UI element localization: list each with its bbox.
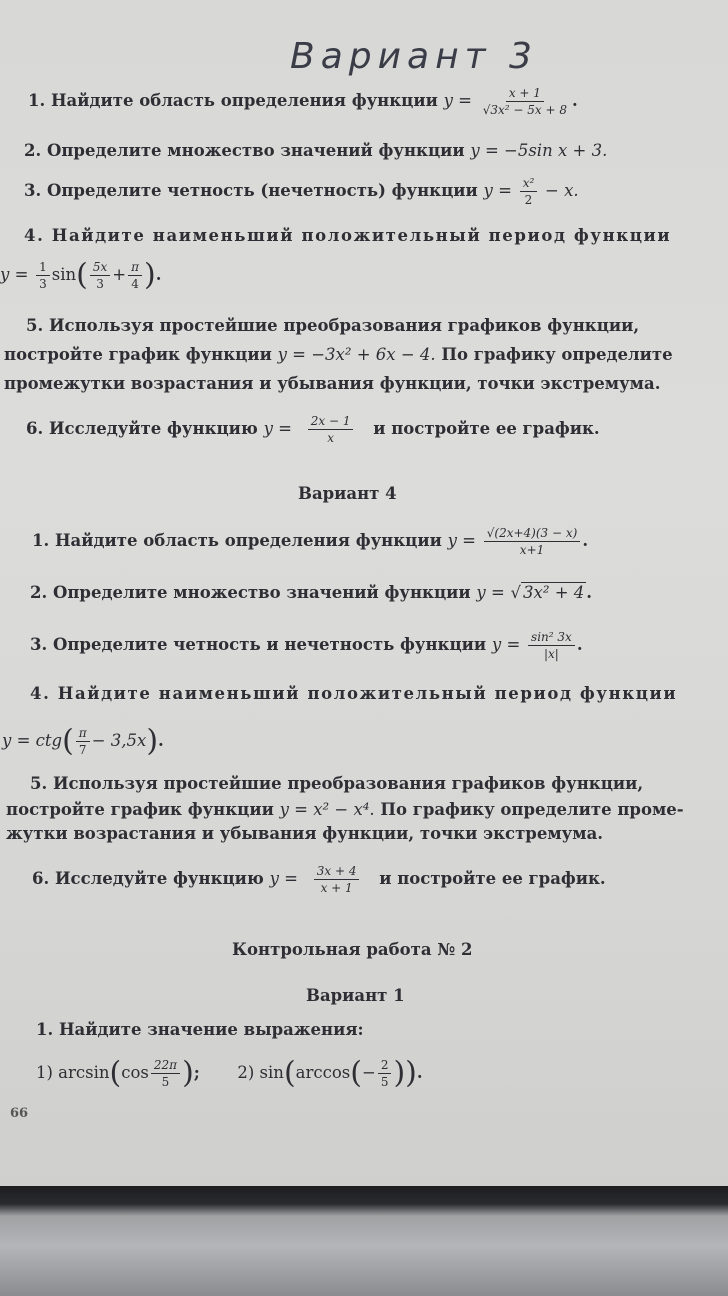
test-2-question-1: 1. Найдите значение выражения: (36, 1020, 364, 1039)
v3-question-5-line3: промежутки возрастания и убывания функции, точки экстремума. (4, 374, 661, 393)
v4-question-5-line2: постройте график функции y = x² − x⁴. По графику определите проме- (6, 800, 684, 819)
test-2-expressions: 1) arcsin(cos $\frac{22\pi}{5}$ ); 2) sin(arccos(− $\frac{2}{5}$ )). (36, 1055, 423, 1091)
test-2-variant-1-heading: Вариант 1 (306, 986, 405, 1005)
page-number: 66 (10, 1106, 29, 1121)
v3-question-5-line1: 5. Используя простейшие преобразования графиков функции, (26, 316, 640, 335)
variant-4-heading: Вариант 4 (298, 484, 397, 503)
v3-question-5-line2: постройте график функции y = −3x² + 6x − 4. По графику определите (4, 345, 673, 364)
handwritten-title: Вариант 3 (290, 36, 538, 77)
v3-question-4: 4. Найдите наименьший положительный период функции (24, 226, 672, 245)
v3-question-1: 1. Найдите область определения функции y = $\frac{x + 1}{\text{√3x² − 5x + 8}}$ . (28, 86, 578, 117)
v4-question-5-line3: жутки возрастания и убывания функции, точки экстремума. (6, 824, 604, 843)
v4-question-4: 4. Найдите наименьший положительный период функции (30, 684, 678, 703)
v3-question-2: 2. Определите множество значений функции y = −5sin x + 3. (24, 141, 608, 160)
v4-question-3: 3. Определите четность и нечетность функции y = $\frac{\text{sin² 3x}}{|x|}$ . (30, 630, 583, 661)
v4-question-4-formula: y = ctg( $\frac{\pi}{7}$ − 3,5x). (2, 723, 164, 759)
v4-question-5-line1: 5. Используя простейшие преобразования графиков функции, (30, 774, 644, 793)
v3-question-4-formula: y = $\frac{1}{3}$ sin( $\frac{5x}{3}$ + $\frac{\pi}{4}$ ). (0, 257, 162, 293)
v3-question-6: 6. Исследуйте функцию y = $\frac{2x - 1}{x}$ и постройте ее график. (26, 414, 600, 445)
v4-question-1: 1. Найдите область определения функции y = $\frac{√(2x+4)(3 - x)}{x+1}$ . (32, 526, 589, 557)
test-2-heading: Контрольная работа № 2 (232, 940, 473, 959)
v3-question-3: 3. Определите четность (нечетность) функции y = $\frac{\text{x²}}{2}$ − x. (24, 176, 579, 207)
desk-background (0, 1186, 728, 1296)
v4-question-2: 2. Определите множество значений функции y = √ 3x² + 4 . (30, 583, 593, 602)
v4-question-6: 6. Исследуйте функцию y = $\frac{3x + 4}{x + 1}$ и постройте ее график. (32, 864, 606, 895)
